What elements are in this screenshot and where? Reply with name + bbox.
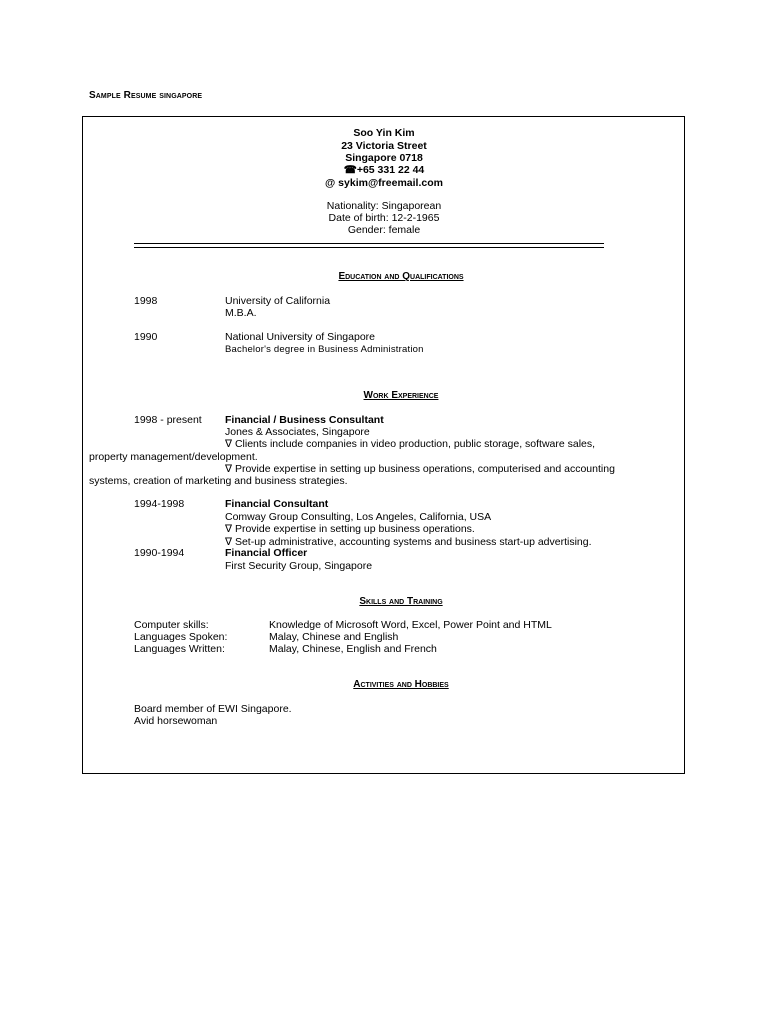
job-period: 1994-1998 xyxy=(134,498,185,510)
job-title: Financial Officer xyxy=(225,547,308,559)
education-heading: Education and Qualifications xyxy=(338,271,464,282)
activity-item: Avid horsewoman xyxy=(134,715,218,727)
work-heading: Work Experience xyxy=(363,390,439,401)
education-year: 1990 xyxy=(134,331,158,343)
candidate-name: Soo Yin Kim xyxy=(353,127,415,139)
date-of-birth: Date of birth: 12-2-1965 xyxy=(328,212,440,224)
job-company: First Security Group, Singapore xyxy=(225,560,373,572)
education-degree: Bachelor's degree in Business Administration xyxy=(225,344,424,355)
job-company: Jones & Associates, Singapore xyxy=(225,426,370,438)
job-bullet-continued: property management/development. xyxy=(89,451,258,463)
skills-heading: Skills and Training xyxy=(359,596,443,607)
address-city: Singapore 0718 xyxy=(345,152,423,164)
job-bullet: ∇ Provide expertise in setting up business operations. xyxy=(225,523,475,535)
header-divider-top xyxy=(134,243,604,244)
education-year: 1998 xyxy=(134,295,158,307)
activities-heading: Activities and Hobbies xyxy=(353,679,449,690)
phone-number: ☎+65 331 22 44 xyxy=(343,164,425,176)
skill-label: Languages Written: xyxy=(134,643,225,655)
skill-label: Computer skills: xyxy=(134,619,209,631)
email-address: @ sykim@freemail.com xyxy=(325,177,443,189)
education-institution: University of California xyxy=(225,295,331,307)
skill-value: Knowledge of Microsoft Word, Excel, Power Point and HTML xyxy=(269,619,552,631)
nationality: Nationality: Singaporean xyxy=(326,200,442,212)
skill-label: Languages Spoken: xyxy=(134,631,228,643)
address-street: 23 Victoria Street xyxy=(341,140,427,152)
job-bullet: ∇ Provide expertise in setting up business operations, computerised and accounting xyxy=(225,463,615,475)
job-company: Comway Group Consulting, Los Angeles, California, USA xyxy=(225,511,492,523)
job-title: Financial Consultant xyxy=(225,498,329,510)
skill-value: Malay, Chinese and English xyxy=(269,631,399,643)
header-divider-bottom xyxy=(134,247,604,248)
job-period: 1998 - present xyxy=(134,414,202,426)
job-bullet: ∇ Clients include companies in video production, public storage, software sales, xyxy=(225,438,596,450)
education-institution: National University of Singapore xyxy=(225,331,375,343)
job-bullet-continued: systems, creation of marketing and business strategies. xyxy=(89,475,348,487)
skill-value: Malay, Chinese, English and French xyxy=(269,643,437,655)
document-title: Sample Resume singapore xyxy=(89,90,203,101)
job-title: Financial / Business Consultant xyxy=(225,414,384,426)
job-period: 1990-1994 xyxy=(134,547,185,559)
gender: Gender: female xyxy=(347,224,421,236)
job-bullet: ∇ Set-up administrative, accounting systems and business start-up advertising. xyxy=(225,536,592,548)
activity-item: Board member of EWI Singapore. xyxy=(134,703,292,715)
education-degree: M.B.A. xyxy=(225,307,257,319)
